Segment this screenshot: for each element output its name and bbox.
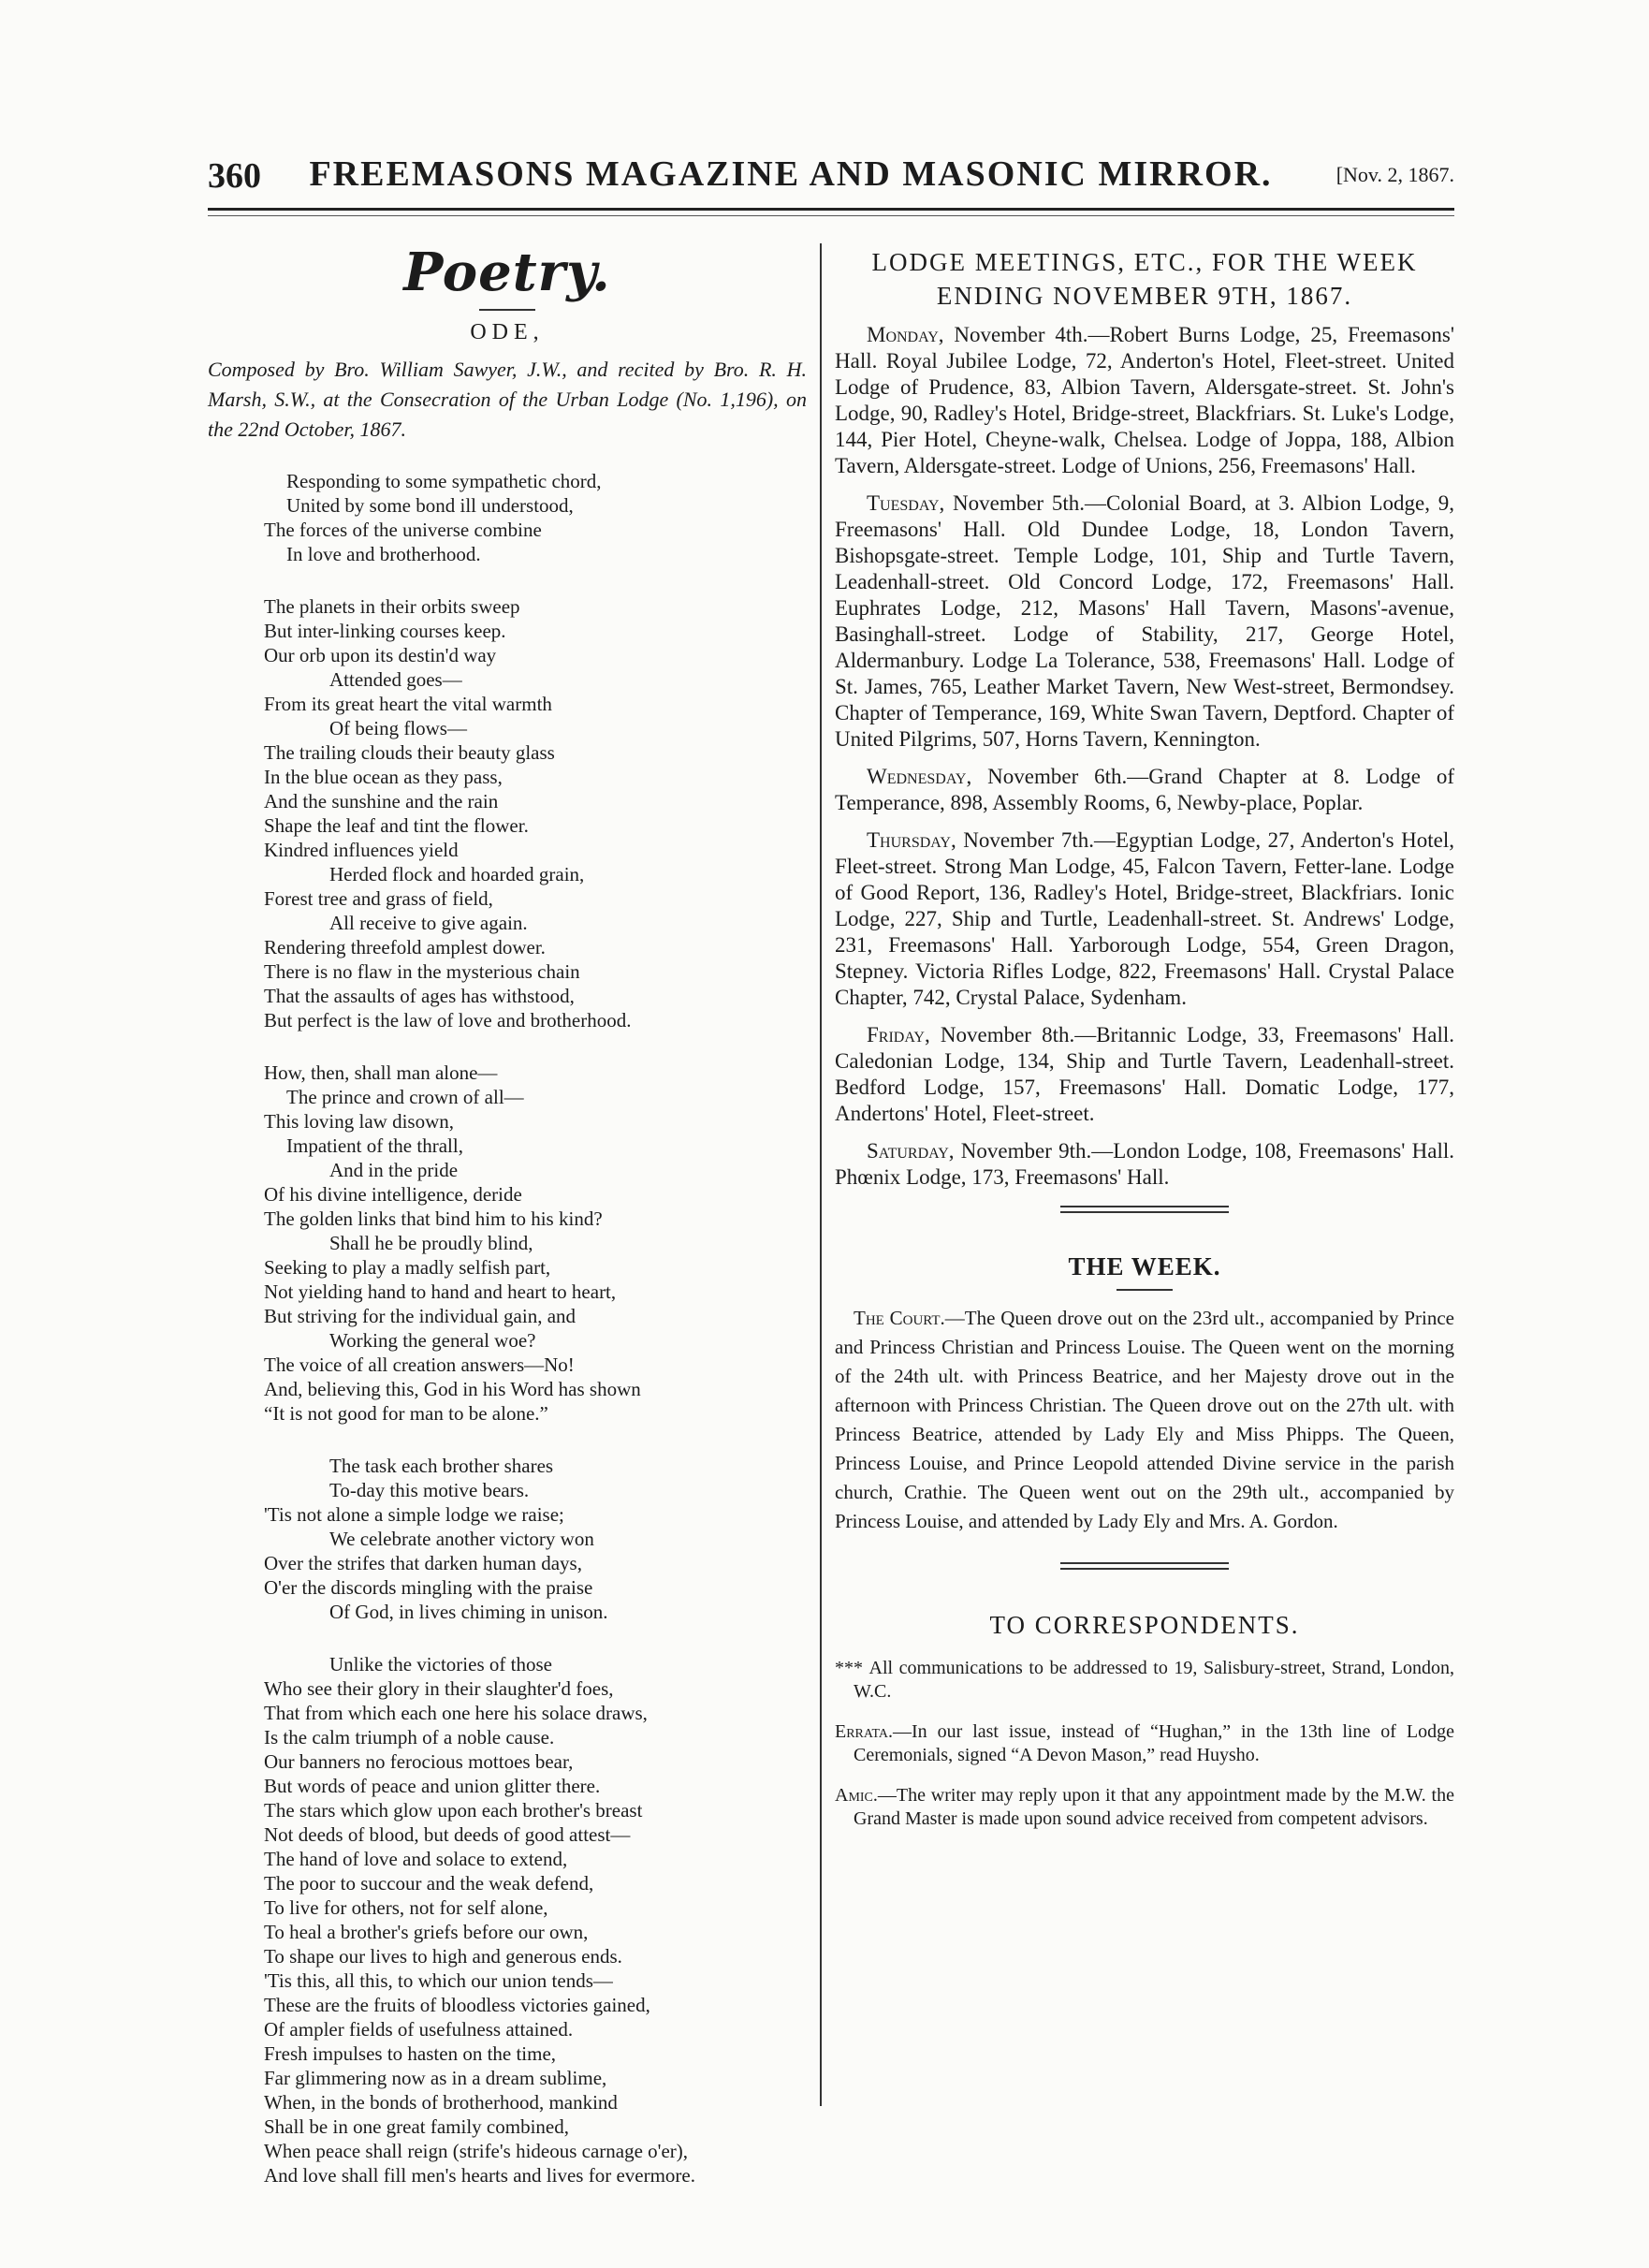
poem-line: Rendering threefold amplest dower.: [264, 936, 546, 958]
correspondent-text: —In our last issue, instead of “Hughan,” in the 13th line of Lodge Ceremonials, signed “A Devon Mason,” read Huysho.: [854, 1721, 1454, 1765]
poem-line: But striving for the individual gain, and: [264, 1305, 576, 1327]
meeting-day: Wednesday: [867, 765, 967, 788]
poem-line: Of ampler fields of usefulness attained.: [264, 2018, 574, 2041]
lodge-meetings-title: [835, 245, 1454, 313]
meeting-text: , November 8th.—Britannic Lodge, 33, Freemasons' Hall. Caledonian Lodge, 134, Ship and Turtle Tavern, Leadenhall-street. Bedford Lodge, 157, Freemasons' Hall. Domatic Lodge, 177, Andertons' Hotel, Fleet-street.: [835, 1023, 1454, 1125]
the-week-title: THE WEEK.: [1068, 1252, 1221, 1280]
poetry-column: [208, 234, 807, 2216]
the-week-lead: The Court.: [854, 1307, 945, 1329]
poem-line: The prince and crown of all—: [286, 1086, 524, 1108]
poem-line: The stars which glow upon each brother's breast: [264, 1799, 643, 1822]
header-rule-thin: [208, 215, 1454, 216]
meeting-text: , November 6th.—Grand Chapter at 8. Lodge of Temperance, 898, Assembly Rooms, 6, Newby-place, Poplar.: [835, 765, 1454, 814]
column-divider: [820, 243, 822, 2106]
poem-line: Kindred influences yield: [264, 839, 459, 861]
poem-line: Over the strifes that darken human days,: [264, 1552, 582, 1574]
poem-line: Fresh impulses to hasten on the time,: [264, 2042, 557, 2065]
poem-byline: Composed by Bro. William Sawyer, J.W., and recited by Bro. R. H. Marsh, S.W., at the Consecration of the Urban Lodge (No. 1,196), on the 22nd October, 1867.: [208, 358, 807, 441]
poem-line: When peace shall reign (strife's hideous carnage o'er),: [264, 2140, 689, 2162]
correspondent-note: [835, 1657, 1454, 1704]
title-rule: [479, 309, 535, 311]
lodge-meetings-title-line1: LODGE MEETINGS, ETC., FOR THE WEEK: [871, 248, 1418, 276]
poem-stanza: [208, 1454, 807, 1624]
page-header: [208, 155, 1454, 202]
poem-line: And the sunshine and the rain: [264, 790, 499, 812]
poetry-section-title: Poetry.: [403, 241, 611, 303]
poem-line: The trailing clouds their beauty glass: [264, 741, 555, 764]
poem-line: O'er the discords mingling with the praise: [264, 1576, 593, 1599]
meeting-entry: [835, 1138, 1454, 1191]
poem-line: These are the fruits of bloodless victories gained,: [264, 1994, 650, 2016]
poem-line: How, then, shall man alone—: [264, 1061, 498, 1084]
poem-line: The planets in their orbits sweep: [264, 595, 520, 618]
correspondent-lead: Amic.: [835, 1785, 878, 1806]
the-week-text: —The Queen drove out on the 23rd ult., accompanied by Prince and Princess Christian and Princess Louise. The Queen went on the morning of the 24th ult. with Princess Beatrice, and her Majesty drove out in the afternoon with Princess Christian. The Queen drove out on the 27th ult. with Princess Beatrice, attended by Lady Ely and Miss Phipps. The Queen, Princess Louise, and Prince Leopold attended Divine service in the parish church, Crathie. The Queen went out on the 29th ult., accompanied by Princess Louise, and attended by Lady Ely and Mrs. A. Gordon.: [835, 1307, 1454, 1532]
poem-line: Working the general woe?: [329, 1329, 536, 1352]
poem-line: In love and brotherhood.: [286, 543, 481, 565]
meeting-entry: [835, 1022, 1454, 1127]
poem-title: ODE,: [470, 320, 545, 344]
poem-line: Far glimmering now as in a dream sublime,: [264, 2067, 607, 2089]
poem-line: Of being flows—: [329, 717, 467, 739]
poem-line: The forces of the universe combine: [264, 519, 542, 541]
poem-line: From its great heart the vital warmth: [264, 693, 552, 715]
poem-line: Of God, in lives chiming in unison.: [329, 1601, 608, 1623]
meeting-text: , November 7th.—Egyptian Lodge, 27, Anderton's Hotel, Fleet-street. Strong Man Lodge, 45, Falcon Tavern, Fetter-lane. Lodge of Good Report, 136, Radley's Hotel, Bridge-street, Blackfriars. Ionic Lodge, 227, Ship and Turtle, Leadenhall-street. St. Andrews' Lodge, 231, Freemasons' Hall. Yarborough Lodge, 554, Green Dragon, Stepney. Victoria Rifles Lodge, 822, Freemasons' Hall. Crystal Palace Chapter, 742, Crystal Palace, Sydenham.: [835, 828, 1454, 1009]
meeting-text: , November 9th.—London Lodge, 108, Freemasons' Hall. Phœnix Lodge, 173, Freemasons' Hall.: [835, 1139, 1454, 1189]
correspondent-note: [835, 1720, 1454, 1767]
header-rule: [208, 208, 1454, 211]
poem-line: The golden links that bind him to his kind?: [264, 1207, 603, 1230]
poem-line: That from which each one here his solace draws,: [264, 1702, 648, 1724]
poem-line: 'Tis this, all this, to which our union tends—: [264, 1969, 613, 1992]
meeting-day: Tuesday: [867, 491, 940, 515]
section-double-rule-2: [1060, 1562, 1229, 1570]
meeting-text: , November 5th.—Colonial Board, at 3. Albion Lodge, 9, Freemasons' Hall. Old Dundee Lodge, 18, London Tavern, Bishopsgate-street. Temple Lodge, 101, Ship and Turtle Tavern, Leadenhall-street. Old Concord Lodge, 172, Freemasons' Hall. Euphrates Lodge, 212, Masons' Hall Tavern, Masons'-avenue, Basinghall-street. Lodge of Stability, 217, George Hotel, Aldermanbury. Lodge La Tolerance, 538, Freemasons' Hall. Lodge of St. James, 765, Leather Market Tavern, New West-street, Bermondsey. Chapter of Temperance, 169, White Swan Tavern, Deptford. Chapter of United Pilgrims, 507, Horns Tavern, Kennington.: [835, 491, 1454, 751]
poem-line: Our orb upon its destin'd way: [264, 644, 497, 666]
correspondent-text: All communications to be addressed to 19, Salisbury-street, Strand, London, W.C.: [854, 1658, 1455, 1702]
meeting-entry: [835, 764, 1454, 816]
poem-line: “It is not good for man to be alone.”: [264, 1402, 548, 1425]
meeting-entry: [835, 827, 1454, 1011]
poem-line: Shape the leaf and tint the flower.: [264, 814, 529, 837]
page-number: 360: [208, 156, 261, 196]
week-title-rule: [1116, 1289, 1173, 1291]
poem-line: Shall he be proudly blind,: [329, 1232, 533, 1254]
poem-line: That the assaults of ages has withstood,: [264, 985, 575, 1007]
poem-body: [208, 469, 807, 2188]
the-week-paragraph: [835, 1304, 1454, 1536]
poem-line: Attended goes—: [329, 668, 462, 691]
meeting-day: Thursday: [867, 828, 951, 852]
poem-line: Unlike the victories of those: [329, 1653, 552, 1675]
correspondents-list: [835, 1657, 1454, 1831]
poem-line: Not yielding hand to hand and heart to heart,: [264, 1280, 617, 1303]
poem-line: And, believing this, God in his Word has shown: [264, 1378, 641, 1400]
poem-stanza: [208, 469, 807, 566]
lodge-meetings-list: [835, 322, 1454, 1191]
poem-line: Seeking to play a madly selfish part,: [264, 1256, 551, 1279]
poem-line: Shall be in one great family combined,: [264, 2115, 569, 2138]
poem-line: There is no flaw in the mysterious chain: [264, 960, 580, 983]
poem-line: Herded flock and hoarded grain,: [329, 863, 585, 885]
issue-date: [Nov. 2, 1867.: [1335, 163, 1454, 186]
poem-line: To shape our lives to high and generous ends.: [264, 1945, 622, 1968]
poem-stanza: [208, 1061, 807, 1426]
masthead: FREEMASONS MAGAZINE AND MASONIC MIRROR.: [309, 154, 1273, 194]
meeting-entry: [835, 490, 1454, 753]
poem-line: We celebrate another victory won: [329, 1528, 594, 1550]
meeting-day: Monday: [867, 323, 939, 346]
poem-line: To live for others, not for self alone,: [264, 1896, 548, 1919]
meeting-day: Friday: [867, 1023, 925, 1046]
correspondent-note: [835, 1784, 1454, 1831]
meeting-entry: [835, 322, 1454, 479]
poem-line: But inter-linking courses keep.: [264, 620, 506, 642]
poem-line: All receive to give again.: [329, 912, 528, 934]
poem-line: Impatient of the thrall,: [286, 1134, 463, 1157]
poem-line: Is the calm triumph of a noble cause.: [264, 1726, 555, 1749]
meeting-text: , November 4th.—Robert Burns Lodge, 25, Freemasons' Hall. Royal Jubilee Lodge, 72, Anderton's Hotel, Fleet-street. United Lodge of Prudence, 83, Albion Tavern, Aldersgate-street. St. John's Lodge, 90, Radley's Hotel, Bridge-street, Blackfriars. St. Luke's Lodge, 144, Pier Hotel, Cheyne-walk, Chelsea. Lodge of Joppa, 188, Albion Tavern, Aldersgate-street. Lodge of Unions, 256, Freemasons' Hall.: [835, 323, 1454, 477]
poem-line: When, in the bonds of brotherhood, mankind: [264, 2091, 618, 2114]
poem-line: The hand of love and solace to extend,: [264, 1848, 568, 1870]
poem-line: In the blue ocean as they pass,: [264, 766, 503, 788]
poem-line: And love shall fill men's hearts and lives for evermore.: [264, 2164, 695, 2187]
poem-line: Who see their glory in their slaughter'd foes,: [264, 1677, 614, 1700]
section-double-rule: [1060, 1206, 1229, 1213]
correspondents-title: TO CORRESPONDENTS.: [989, 1611, 1300, 1639]
poem-line: To heal a brother's griefs before our own,: [264, 1921, 589, 1943]
poem-line: Forest tree and grass of field,: [264, 887, 493, 910]
poem-line: To-day this motive bears.: [329, 1479, 530, 1501]
poem-line: 'Tis not alone a simple lodge we raise;: [264, 1503, 564, 1526]
poem-line: United by some bond ill understood,: [286, 494, 574, 517]
poem-line: This loving law disown,: [264, 1110, 454, 1133]
correspondent-text: —The writer may reply upon it that any appointment made by the M.W. the Grand Master is made upon sound advice received from competent advisors.: [854, 1785, 1454, 1829]
correspondent-lead: Errata.: [835, 1721, 893, 1742]
poem-line: Responding to some sympathetic chord,: [286, 470, 602, 492]
poem-line: The task each brother shares: [329, 1455, 554, 1477]
lodge-meetings-title-line2: ENDING NOVEMBER 9TH, 1867.: [936, 282, 1353, 310]
right-column: [835, 245, 1454, 1831]
poem-line: Our banners no ferocious mottoes bear,: [264, 1750, 574, 1773]
poem-stanza: [208, 594, 807, 1032]
poem-line: The voice of all creation answers—No!: [264, 1353, 575, 1376]
poem-line: Not deeds of blood, but deeds of good attest—: [264, 1823, 631, 1846]
poem-stanza: [208, 1652, 807, 2188]
poem-line: Of his divine intelligence, deride: [264, 1183, 522, 1206]
poem-line: But words of peace and union glitter there.: [264, 1775, 601, 1797]
poem-line: And in the pride: [329, 1159, 459, 1181]
poem-line: But perfect is the law of love and brotherhood.: [264, 1009, 632, 1032]
poem-line: The poor to succour and the weak defend,: [264, 1872, 594, 1895]
meeting-day: Saturday: [867, 1139, 949, 1163]
correspondent-lead: ***: [835, 1658, 869, 1678]
